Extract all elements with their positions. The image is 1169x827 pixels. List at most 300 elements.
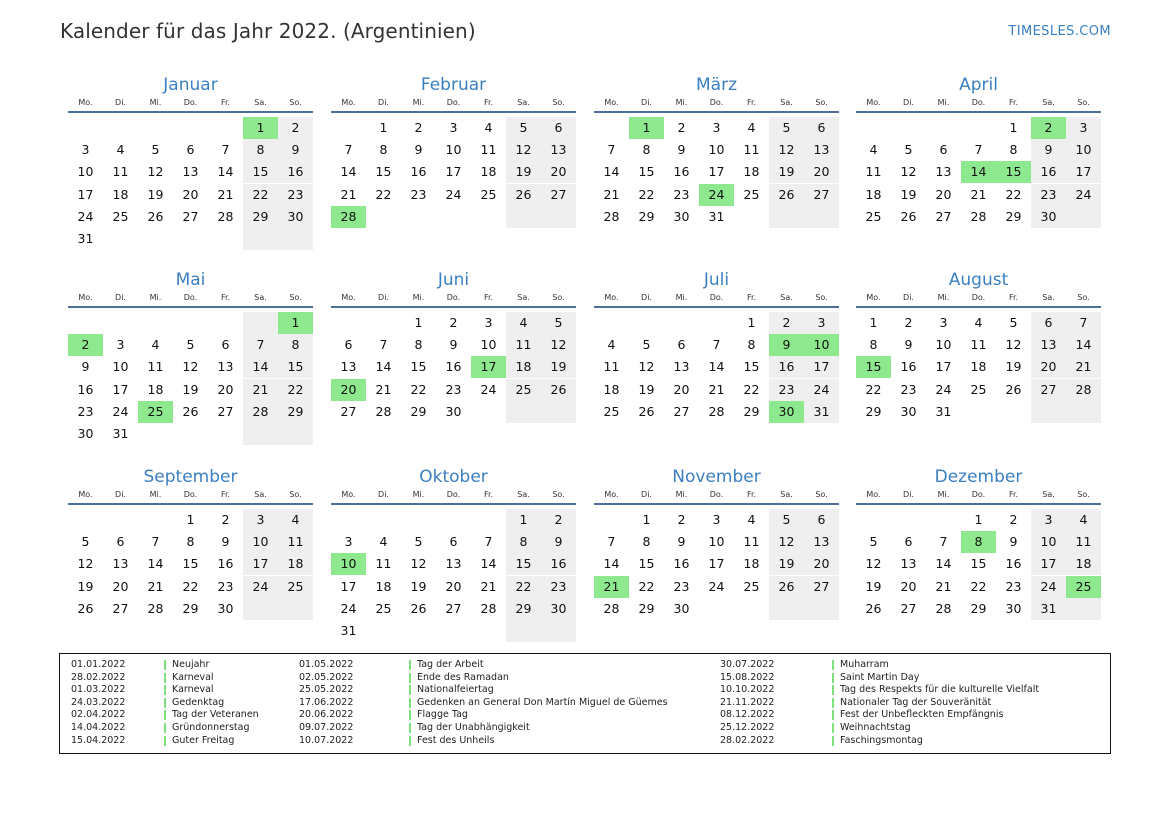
day-cell: 11 <box>865 164 882 180</box>
day-cell: 4 <box>379 534 388 550</box>
day-cell: 23 <box>1005 578 1022 594</box>
day-cell: 6 <box>116 534 125 550</box>
day-cell: 20 <box>900 578 917 594</box>
day-cell: 28 <box>147 600 164 616</box>
holiday-marker <box>832 660 834 670</box>
day-cell: 25 <box>970 381 987 397</box>
legend-row <box>299 659 699 672</box>
day-cell: 4 <box>151 337 160 353</box>
weekday-label: Di. <box>378 98 389 107</box>
day-cell: 10 <box>1066 139 1101 161</box>
day-cell: 5 <box>869 534 878 550</box>
month-2 <box>331 74 576 264</box>
weekend-empty-cell <box>243 598 278 620</box>
day-cell: 2 <box>541 509 576 531</box>
day-cell: 6 <box>344 337 353 353</box>
legend-row <box>299 709 699 722</box>
holiday-marker <box>832 710 834 720</box>
day-cell: 27 <box>900 600 917 616</box>
day-cell: 1 <box>1009 120 1018 135</box>
day-cell: 31 <box>1031 598 1066 620</box>
day-cell: 11 <box>147 359 164 375</box>
day-cell: 17 <box>935 359 952 375</box>
weekend-empty-cell <box>506 620 541 642</box>
day-cell: 19 <box>900 186 917 202</box>
day-cell: 18 <box>865 186 882 202</box>
holiday-date: 01.01.2022 <box>71 659 126 670</box>
day-cell: 4 <box>747 512 756 527</box>
day-cell: 25 <box>603 403 620 419</box>
weekday-label: Sa. <box>780 98 793 107</box>
day-cell: 26 <box>638 403 655 419</box>
day-cell: 29 <box>182 600 199 616</box>
day-cell: 2 <box>449 315 458 330</box>
weekday-label: Fr. <box>220 490 231 499</box>
weekday-label: Mi. <box>675 293 688 302</box>
day-cell: 7 <box>379 337 388 353</box>
weekday-label: Fr. <box>483 490 494 499</box>
day-cell: 10 <box>1031 531 1066 553</box>
day-cell: 23 <box>1031 184 1066 206</box>
day-cell: 24 <box>243 576 278 598</box>
day-cell: 31 <box>708 208 725 224</box>
day-cell: 20 <box>673 381 690 397</box>
day-cell: 9 <box>278 139 313 161</box>
day-cell: 16 <box>278 161 313 183</box>
day-cell: 28 <box>935 600 952 616</box>
day-cell: 16 <box>769 356 804 378</box>
day-cell: 17 <box>112 381 129 397</box>
day-cell: 19 <box>77 578 94 594</box>
day-cell: 29 <box>1005 208 1022 224</box>
weekday-label: So. <box>1077 293 1090 302</box>
month-name: Mai <box>175 270 206 290</box>
day-cell: 3 <box>243 509 278 531</box>
month-5 <box>68 269 313 459</box>
weekend-empty-cell <box>804 598 839 620</box>
day-cell: 24 <box>935 381 952 397</box>
weekday-label: Mi. <box>149 490 162 499</box>
weekday-label: Do. <box>971 490 986 499</box>
holiday-name: Faschingsmontag <box>840 734 923 746</box>
day-cell: 8 <box>243 139 278 161</box>
month-name: März <box>696 75 737 95</box>
weekday-label: Sa. <box>1042 293 1055 302</box>
day-cell: 27 <box>340 403 357 419</box>
day-cell: 20 <box>541 161 576 183</box>
day-cell: 24 <box>804 379 839 401</box>
weekday-label: Fr. <box>483 293 494 302</box>
day-cell: 26 <box>410 600 427 616</box>
day-cell: 21 <box>375 381 392 397</box>
day-cell: 16 <box>673 164 690 180</box>
holiday-date: 28.02.2022 <box>71 671 126 683</box>
day-cell: 22 <box>410 381 427 397</box>
day-cell: 19 <box>147 186 164 202</box>
day-cell: 6 <box>804 509 839 531</box>
day-cell: 24 <box>1031 576 1066 598</box>
weekday-label: Di. <box>903 98 914 107</box>
day-cell: 8 <box>278 334 313 356</box>
holiday-day-cell: 10 <box>804 334 839 356</box>
day-cell: 28 <box>970 208 987 224</box>
day-cell: 18 <box>278 553 313 575</box>
day-cell: 18 <box>147 381 164 397</box>
day-cell: 16 <box>541 553 576 575</box>
day-cell: 15 <box>410 359 427 375</box>
legend-row <box>720 684 1120 697</box>
holiday-name: Tag der Veteranen <box>172 709 259 721</box>
day-cell: 30 <box>673 208 690 224</box>
weekday-label: So. <box>289 293 302 302</box>
holiday-name: Fest des Unheils <box>417 734 495 746</box>
holiday-name: Gedenken an General Don Martín Miguel de Güemes <box>417 696 668 708</box>
month-name: November <box>672 467 761 487</box>
holiday-name: Fest der Unbefleckten Empfängnis <box>840 709 1004 721</box>
holiday-date: 02.05.2022 <box>299 671 354 683</box>
day-cell: 15 <box>970 556 987 572</box>
day-cell: 29 <box>743 403 760 419</box>
holiday-date: 01.05.2022 <box>299 659 354 670</box>
weekday-header <box>594 490 839 502</box>
day-cell: 18 <box>506 356 541 378</box>
holiday-date: 28.02.2022 <box>720 734 775 746</box>
day-cell: 2 <box>1009 512 1018 527</box>
day-cell: 10 <box>445 142 462 158</box>
weekday-header <box>856 98 1101 110</box>
weekday-label: Do. <box>709 98 724 107</box>
day-cell: 23 <box>445 381 462 397</box>
weekday-label: Mo. <box>604 293 619 302</box>
day-cell: 24 <box>445 186 462 202</box>
day-cell: 6 <box>1031 312 1066 334</box>
weekday-header <box>856 490 1101 502</box>
holiday-marker <box>832 698 834 708</box>
legend-row <box>720 697 1120 710</box>
day-cell: 13 <box>340 359 357 375</box>
day-cell: 19 <box>769 553 804 575</box>
weekday-label: Mo. <box>341 98 356 107</box>
weekday-label: Mi. <box>937 490 950 499</box>
weekday-label: Do. <box>971 293 986 302</box>
day-cell: 26 <box>1005 381 1022 397</box>
weekend-empty-cell <box>1066 598 1101 620</box>
day-cell: 22 <box>638 186 655 202</box>
day-cell: 12 <box>769 139 804 161</box>
holiday-marker <box>164 685 166 695</box>
day-cell: 29 <box>410 403 427 419</box>
day-cell: 28 <box>480 600 497 616</box>
month-divider <box>68 503 313 505</box>
holiday-day-cell: 30 <box>769 401 804 423</box>
legend-row <box>299 735 699 748</box>
day-cell: 25 <box>743 186 760 202</box>
day-cell: 7 <box>151 534 160 550</box>
holiday-marker <box>409 698 411 708</box>
holiday-day-cell: 25 <box>138 401 173 423</box>
holiday-legend <box>59 653 1111 754</box>
day-cell: 18 <box>375 578 392 594</box>
weekday-label: Do. <box>446 98 461 107</box>
holiday-marker <box>409 673 411 683</box>
day-cell: 20 <box>112 578 129 594</box>
day-cell: 13 <box>804 139 839 161</box>
holiday-day-cell: 25 <box>1066 576 1101 598</box>
day-cell: 28 <box>243 401 278 423</box>
day-cell: 15 <box>182 556 199 572</box>
weekday-label: Mi. <box>149 293 162 302</box>
day-cell: 18 <box>1066 553 1101 575</box>
weekday-label: Do. <box>183 490 198 499</box>
holiday-marker <box>164 736 166 746</box>
holiday-date: 10.07.2022 <box>299 734 354 746</box>
month-divider <box>331 503 576 505</box>
month-divider <box>68 111 313 113</box>
month-divider <box>856 306 1101 308</box>
day-cell: 25 <box>743 578 760 594</box>
holiday-day-cell: 20 <box>331 379 366 401</box>
day-cell: 17 <box>708 556 725 572</box>
legend-column-2 <box>299 659 699 747</box>
day-cell: 21 <box>935 578 952 594</box>
legend-row <box>720 709 1120 722</box>
day-cell: 30 <box>673 600 690 616</box>
day-cell: 12 <box>865 556 882 572</box>
day-cell: 2 <box>278 117 313 139</box>
legend-row <box>299 684 699 697</box>
day-cell: 31 <box>804 401 839 423</box>
weekday-label: Di. <box>903 293 914 302</box>
day-cell: 4 <box>484 120 493 135</box>
day-cell: 3 <box>81 142 90 158</box>
day-cell: 23 <box>900 381 917 397</box>
weekday-label: Mo. <box>866 293 881 302</box>
day-cell: 14 <box>340 164 357 180</box>
day-cell: 27 <box>541 184 576 206</box>
day-cell: 21 <box>603 186 620 202</box>
day-cell: 22 <box>243 184 278 206</box>
holiday-marker <box>164 673 166 683</box>
holiday-name: Muharram <box>840 659 889 670</box>
holiday-date: 24.03.2022 <box>71 696 126 708</box>
day-cell: 27 <box>673 403 690 419</box>
day-cell: 14 <box>1066 334 1101 356</box>
day-cell: 22 <box>638 578 655 594</box>
weekday-label: Sa. <box>254 98 267 107</box>
day-cell: 31 <box>112 426 129 441</box>
day-cell: 4 <box>278 509 313 531</box>
day-cell: 12 <box>506 139 541 161</box>
day-cell: 27 <box>804 184 839 206</box>
day-cell: 11 <box>480 142 497 158</box>
day-cell: 20 <box>445 578 462 594</box>
day-cell: 16 <box>410 164 427 180</box>
day-cell: 4 <box>116 142 125 158</box>
day-cell: 3 <box>939 315 948 330</box>
day-cell: 14 <box>243 356 278 378</box>
holiday-marker <box>409 736 411 746</box>
day-cell: 1 <box>642 512 651 527</box>
day-cell: 4 <box>506 312 541 334</box>
day-cell: 8 <box>747 337 756 353</box>
day-cell: 2 <box>769 312 804 334</box>
day-cell: 15 <box>638 556 655 572</box>
day-cell: 11 <box>743 142 760 158</box>
weekday-header <box>68 98 313 110</box>
weekday-label: Mi. <box>412 490 425 499</box>
legend-column-3 <box>720 659 1120 747</box>
day-cell: 13 <box>112 556 129 572</box>
month-divider <box>856 503 1101 505</box>
weekday-label: So. <box>289 490 302 499</box>
day-cell: 23 <box>769 379 804 401</box>
day-cell: 5 <box>506 117 541 139</box>
holiday-marker <box>164 723 166 733</box>
day-cell: 30 <box>541 598 576 620</box>
day-cell: 28 <box>375 403 392 419</box>
day-cell: 13 <box>182 164 199 180</box>
weekday-label: Sa. <box>1042 490 1055 499</box>
day-cell: 20 <box>217 381 234 397</box>
day-cell: 31 <box>340 623 357 638</box>
day-cell: 1 <box>186 512 195 527</box>
legend-row <box>720 659 1120 672</box>
day-cell: 13 <box>804 531 839 553</box>
day-cell: 15 <box>278 356 313 378</box>
day-cell: 1 <box>506 509 541 531</box>
day-cell: 4 <box>869 142 878 158</box>
day-cell: 1 <box>747 315 756 330</box>
site-link[interactable]: TIMESLES.COM <box>1008 24 1111 39</box>
day-cell: 15 <box>506 553 541 575</box>
day-cell: 29 <box>243 206 278 228</box>
day-cell: 18 <box>603 381 620 397</box>
holiday-marker <box>409 685 411 695</box>
month-4 <box>856 74 1101 264</box>
month-divider <box>594 306 839 308</box>
day-cell: 17 <box>340 578 357 594</box>
month-9 <box>68 466 313 656</box>
day-cell: 1 <box>379 120 388 135</box>
day-cell: 5 <box>151 142 160 158</box>
weekday-label: Sa. <box>254 293 267 302</box>
legend-row <box>299 672 699 685</box>
day-cell: 8 <box>506 531 541 553</box>
weekend-empty-cell <box>506 206 541 228</box>
day-cell: 28 <box>603 208 620 224</box>
day-cell: 6 <box>904 534 913 550</box>
day-cell: 17 <box>1066 161 1101 183</box>
weekday-header <box>594 98 839 110</box>
day-cell: 8 <box>642 534 651 550</box>
weekday-label: Sa. <box>517 98 530 107</box>
day-cell: 14 <box>147 556 164 572</box>
day-cell: 21 <box>340 186 357 202</box>
day-cell: 16 <box>1005 556 1022 572</box>
holiday-name: Gedenktag <box>172 696 225 708</box>
weekend-empty-cell <box>243 312 278 334</box>
weekday-label: Di. <box>641 490 652 499</box>
day-cell: 29 <box>506 598 541 620</box>
day-cell: 2 <box>677 120 686 135</box>
day-cell: 15 <box>638 164 655 180</box>
day-cell: 1 <box>414 315 423 330</box>
weekday-label: Mo. <box>604 98 619 107</box>
day-cell: 21 <box>970 186 987 202</box>
weekend-empty-cell <box>1031 401 1066 423</box>
day-cell: 15 <box>243 161 278 183</box>
month-3 <box>594 74 839 264</box>
day-cell: 22 <box>278 379 313 401</box>
day-cell: 8 <box>1009 142 1018 158</box>
holiday-day-cell: 1 <box>243 117 278 139</box>
day-cell: 30 <box>217 600 234 616</box>
day-cell: 26 <box>182 403 199 419</box>
weekend-empty-cell <box>541 206 576 228</box>
day-cell: 14 <box>935 556 952 572</box>
day-cell: 1 <box>869 315 878 330</box>
day-cell: 7 <box>607 534 616 550</box>
holiday-date: 08.12.2022 <box>720 709 775 721</box>
holiday-date: 15.04.2022 <box>71 734 126 746</box>
day-cell: 3 <box>344 534 353 550</box>
day-cell: 5 <box>81 534 90 550</box>
day-cell: 26 <box>900 208 917 224</box>
day-cell: 17 <box>804 356 839 378</box>
weekend-empty-cell <box>278 423 313 445</box>
day-cell: 23 <box>278 184 313 206</box>
legend-row <box>720 735 1120 748</box>
day-cell: 6 <box>939 142 948 158</box>
holiday-name: Karneval <box>172 684 214 696</box>
day-cell: 7 <box>607 142 616 158</box>
day-cell: 11 <box>278 531 313 553</box>
weekday-header <box>68 293 313 305</box>
weekday-label: Sa. <box>517 490 530 499</box>
holiday-name: Ende des Ramadan <box>417 671 509 683</box>
holiday-day-cell: 28 <box>331 206 366 228</box>
day-cell: 10 <box>708 142 725 158</box>
day-cell: 24 <box>1066 184 1101 206</box>
day-cell: 17 <box>708 164 725 180</box>
weekday-label: Sa. <box>780 490 793 499</box>
weekend-empty-cell <box>1066 401 1101 423</box>
weekday-header <box>331 98 576 110</box>
day-cell: 4 <box>607 337 616 353</box>
holiday-day-cell: 8 <box>961 531 996 553</box>
holiday-marker <box>409 710 411 720</box>
day-cell: 22 <box>182 578 199 594</box>
day-cell: 24 <box>708 578 725 594</box>
weekend-empty-cell <box>541 620 576 642</box>
day-cell: 23 <box>77 403 94 419</box>
day-cell: 12 <box>182 359 199 375</box>
weekday-header <box>331 490 576 502</box>
holiday-date: 02.04.2022 <box>71 709 126 721</box>
month-name: Dezember <box>934 467 1023 487</box>
month-divider <box>331 111 576 113</box>
day-cell: 5 <box>414 534 423 550</box>
day-cell: 11 <box>375 556 392 572</box>
day-cell: 11 <box>743 534 760 550</box>
day-cell: 21 <box>708 381 725 397</box>
holiday-marker <box>164 710 166 720</box>
holiday-marker <box>164 698 166 708</box>
month-divider <box>594 111 839 113</box>
day-cell: 21 <box>217 186 234 202</box>
weekday-label: Mo. <box>78 293 93 302</box>
day-cell: 18 <box>743 164 760 180</box>
